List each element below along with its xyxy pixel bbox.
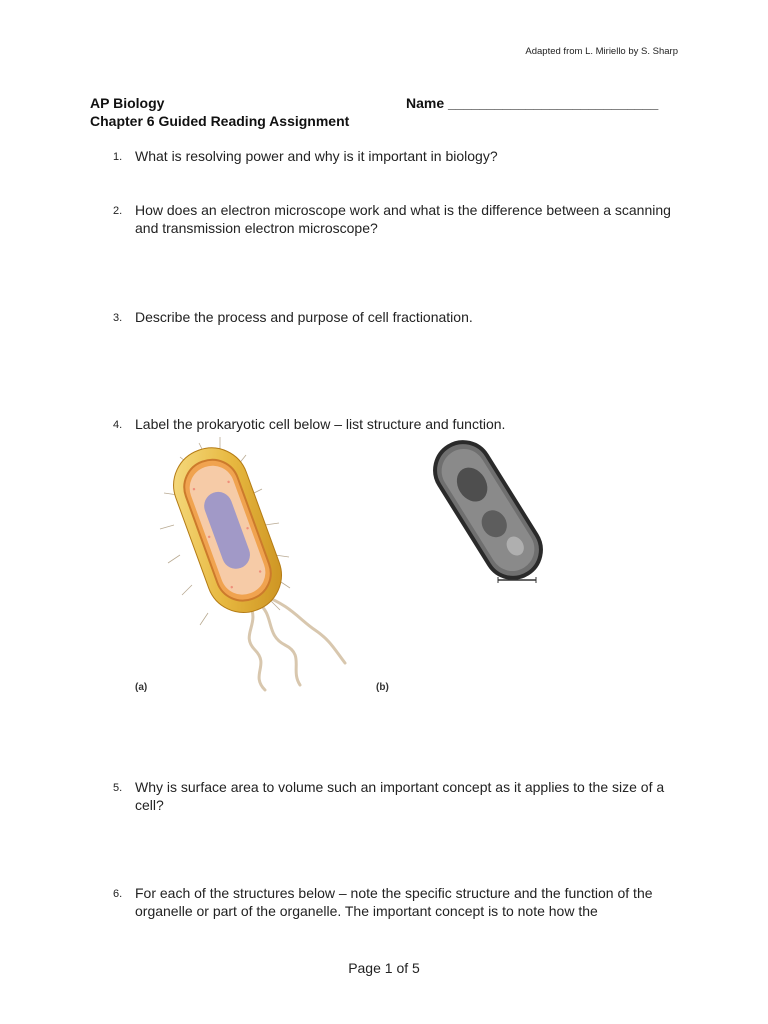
chapter-title: Chapter 6 Guided Reading Assignment	[90, 113, 350, 129]
question-number: 4.	[113, 419, 123, 431]
question-text: Describe the process and purpose of cell fractionation.	[135, 309, 473, 325]
electron-micrograph-image	[428, 430, 548, 590]
prokaryotic-cell-illustration	[150, 435, 365, 700]
figure-label-a: (a)	[135, 682, 148, 693]
question-6	[113, 884, 683, 920]
question-text: What is resolving power and why is it important in biology?	[135, 148, 498, 164]
figure-label-b: (b)	[376, 682, 389, 693]
question-text: For each of the structures below – note the specific structure and the function of the organelle or part of the organelle. The important concept is to note how the	[135, 885, 653, 919]
question-1	[113, 147, 683, 165]
question-number: 5.	[113, 782, 123, 794]
question-number: 3.	[113, 312, 123, 324]
question-3	[113, 308, 683, 326]
question-number: 1.	[113, 151, 123, 163]
name-field[interactable]: Name ___________________________	[406, 95, 659, 111]
credit-line: Adapted from L. Miriello by S. Sharp	[525, 46, 678, 57]
course-title: AP Biology	[90, 95, 165, 111]
question-2	[113, 201, 683, 237]
question-5	[113, 778, 683, 814]
question-number: 2.	[113, 205, 123, 217]
question-4	[113, 415, 683, 433]
question-text: Label the prokaryotic cell below – list structure and function.	[135, 416, 506, 432]
question-text: Why is surface area to volume such an important concept as it applies to the size of a cell?	[135, 779, 665, 813]
question-text: How does an electron microscope work and what is the difference between a scanning and transmission electron microscope?	[135, 202, 671, 236]
page-number: Page 1 of 5	[348, 960, 420, 976]
question-number: 6.	[113, 888, 123, 900]
